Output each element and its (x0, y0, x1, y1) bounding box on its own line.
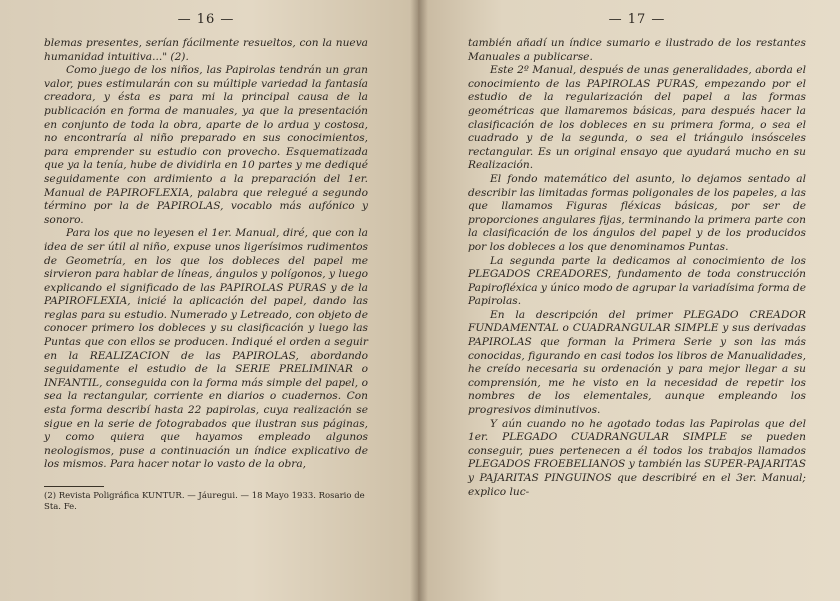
left-page (0, 0, 418, 601)
paragraph: En la descripción del primer PLEGADO CREADOR FUNDAMENTAL o CUADRANGULAR SIMPLE y sus derivadas PAPIROLAS que forman la Primera Serie y son las más conocidas, figurando en casi todos los libros de Manualidades, he creído necesaria su ordenación y para mejor llegar a su comprensión, me he visto en la necesidad de repetir los nombres de los elementales, aunque empleando los progresivos diminutivos. (468, 308, 806, 417)
page-number: — 17 — (608, 12, 666, 27)
footnote: (2) Revista Poligráfica KUNTUR. — Jáuregui. — 18 Mayo 1933. Rosario de Sta. Fe. (44, 491, 365, 512)
page-body (468, 37, 806, 499)
page-body (44, 37, 368, 472)
page-number: — 16 — (177, 12, 235, 27)
paragraph: Y aún cuando no he agotado todas las Papirolas que del 1er. PLEGADO CUADRANGULAR SIMPLE se pueden conseguir, pues pertenecen a él todos los trabajos llamados PLEGADOS FROEBELIANOS y también las SUPER-PAJARITAS y PAJARITAS PINGUINOS que describiré en el 3er. Manual; explico luc- (468, 417, 806, 498)
paragraph: blemas presentes, serían fácilmente resueltos, con la nueva humanidad intuitiva..." (2). (44, 37, 368, 63)
paragraph: El fondo matemático del asunto, lo dejamos sentado al describir las limitadas formas poligonales de los papeles, a las que llamamos Figuras fléxicas básicas, por ser de proporciones angulares fijas, terminando la primera parte con la clasificación de los ángulos del papel y de los producidos por los dobleces a los que denominamos Puntas. (468, 172, 806, 253)
right-page (418, 0, 840, 601)
paragraph: Como juego de los niños, las Papirolas tendrán un gran valor, pues estimularán con su múltiple variedad la fantasía creadora, y ésta es para mi la principal causa de la publicación en forma de manuales, ya que la presentación en conjunto de toda la obra, aparte de lo ardua y costosa, no encontraría al niño preparado en sus conocimientos, para emprender su estudio con provecho. Esquematizada que ya la tenía, hube de dividirla en 10 partes y me dediqué seguidamente con ardimiento a la preparación del 1er. Manual de PAPIROFLEXIA, palabra que relegué a segundo término por la de PAPIROLAS, vocablo más aufónico y sonoro. (44, 64, 368, 226)
book-gutter (410, 0, 428, 601)
paragraph: La segunda parte la dedicamos al conocimiento de los PLEGADOS CREADORES, fundamento de toda construcción Papirofléxica y único modo de agrupar la variadísima forma de Papirolas. (468, 254, 806, 308)
paragraph: también añadí un índice sumario e ilustrado de los restantes Manuales a publicarse. (468, 37, 806, 63)
paragraph: Este 2º Manual, después de unas generalidades, aborda el conocimiento de las PAPIROLAS PURAS, empezando por el estudio de la regularización del papel a las formas geométricas que llamaremos básicas, para después hacer la clasificación de los dobleces en su primera forma, o sea el cuadrado y de la segunda, o sea el triángulo insósceles rectangular. Es un original ensayo que ayudará mucho en su Realización. (468, 64, 806, 172)
paragraph: Para los que no leyesen el 1er. Manual, diré, que con la idea de ser útil al niño, expuse unos ligerísimos rudimentos de Geometría, en los que los dobleces del papel me sirvieron para hablar de líneas, ángulos y polígonos, y luego explicando el significado de las PAPIROLAS PURAS y de la PAPIROFLEXIA, inicié la aplicación del papel, dando las reglas para su estudio. Numerado y Letreado, con objeto de conocer primero los dobleces y su clasificación y luego las Puntas que con ellos se producen. Indiqué el orden a seguir en la REALIZACION de las PAPIROLAS, abordando seguidamente el estudio de la SERIE PRELIMINAR o INFANTIL, conseguida con la forma más simple del papel, o sea la rectangular, corriente en diarios o cuadernos. Con esta forma describí hasta 22 papirolas, cuya realización se sigue en la serie de fotograbados que ilustran sus páginas, y como quiera que hayamos empleado algunos neologismos, puse a continuación un índice explicativo de los mismos. Para hacer notar lo vasto de la obra, (44, 227, 368, 471)
footnote-divider (44, 486, 104, 487)
